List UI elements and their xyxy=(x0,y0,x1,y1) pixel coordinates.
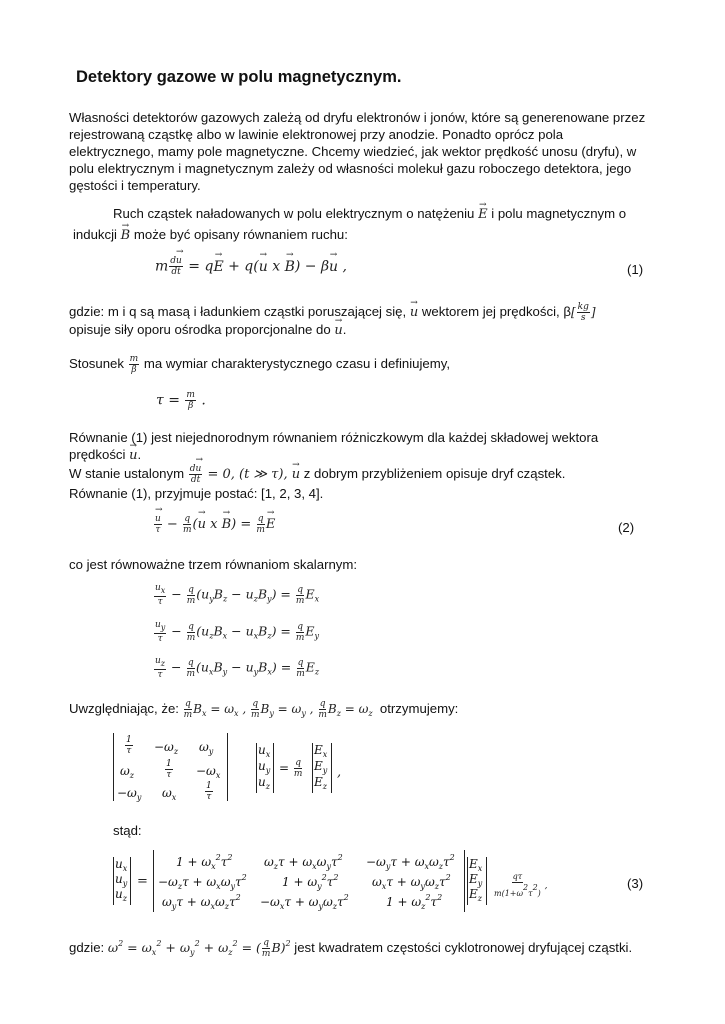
equation-1: m $\frac{d\to u}{dt}$ = q→ E + q(→ u x → B) − β→ u , xyxy=(155,256,347,277)
paragraph-cyclotron xyxy=(69,935,632,961)
text-span: wektorem jej prędkości, β xyxy=(421,304,571,319)
text-line: Równanie (1) jest niejednorodnym równaniem różniczkowym dla każdej składowej wektora xyxy=(69,430,599,445)
scalar-equation-y: $\frac{uy}{\tau}$ − $\frac{q}{m}$ $(u_zB_x - u_xB_z)$ = $\frac{q}{m}$ $E_y$ xyxy=(155,620,320,644)
equation-number: (1) xyxy=(627,262,644,277)
page-title: Detektory gazowe w polu magnetycznym. xyxy=(76,68,402,86)
vector-u-symbol: → u xyxy=(410,305,418,320)
paragraph-where xyxy=(69,302,596,323)
vector-u-symbol: → u xyxy=(334,323,342,338)
equation-number: (3) xyxy=(627,876,644,891)
text-line: elektrycznego, mamy pole magnetyczne. Chcemy wiedzieć, jak wektor prędkość unosu (dryfu), w xyxy=(69,144,637,159)
paragraph-steady-state xyxy=(69,464,565,485)
paragraph-intro xyxy=(69,109,645,194)
text-line: prędkości → u. xyxy=(69,446,598,464)
text-span: prędkości xyxy=(69,447,126,462)
paragraph-where-line2 xyxy=(69,321,346,339)
vector-u-symbol: → u xyxy=(129,448,137,463)
vector-E-symbol: → E xyxy=(478,207,488,222)
paragraph-substitution xyxy=(69,699,458,722)
text-span: . xyxy=(342,322,347,337)
text-span: gdzie: xyxy=(69,940,105,955)
text-span: i polu magnetycznym o xyxy=(491,206,627,221)
text-span: gdzie: m i q są masą i ładunkiem cząstki poruszającej się, xyxy=(69,304,407,319)
vector-u-column: $u_x$ $u_y$ $u_z$ xyxy=(256,743,274,793)
matrix-A: $\frac{1}{\tau}$ $-\omega_z$ $\omega_y$ $\omega_z$ $\frac{1}{\tau}$ $-\omega_x$ $-\omega_y$ $\omega_x$ $\frac{1}{\tau}$ xyxy=(113,733,228,801)
vector-u-column: $u_x$ $u_y$ $u_z$ xyxy=(113,857,131,905)
text-span: Stosunek xyxy=(69,356,124,371)
paragraph-ratio xyxy=(69,354,450,375)
text-span: otrzymujemy: xyxy=(379,701,459,716)
vector-E-column: $E_x$ $E_y$ $E_z$ xyxy=(312,743,332,793)
text-line: Równanie (1), przyjmuje postać: [1, 2, 3, 4]. xyxy=(69,486,324,501)
text-line: gęstości i temperatury. xyxy=(69,178,201,193)
text-line: rejestrowaną cząstkę albo w lawinie elektronowej przy anodzie. Ponadto oprócz pola xyxy=(69,127,564,142)
text-span: indukcji xyxy=(73,227,117,242)
omega-squared-equation: $\omega^2 = \omega_x^2 + \omega_y^2 + \omega_z^2$ = ( $\frac{q}{m}$ B)$^2$ xyxy=(107,938,291,959)
prefactor: $\frac{q\tau}{m(1+\omega 2\tau 2)}$ , xyxy=(494,872,548,898)
text-span: może być opisany równaniem ruchu: xyxy=(133,227,348,242)
vector-E-column: $E_x$ $E_y$ $E_z$ xyxy=(467,857,487,905)
vector-B-symbol: → B xyxy=(121,228,131,243)
text-stad: stąd: xyxy=(113,823,142,838)
text-span: W stanie ustalonym xyxy=(69,466,185,481)
paragraph-motion xyxy=(113,205,626,223)
text-span: jest kwadratem częstości cyklotronowej dryfującej cząstki. xyxy=(294,940,633,955)
paragraph-scalar: co jest równoważne trzem równaniom skalarnym: xyxy=(69,557,358,572)
equals-q-over-m: = $\frac{q}{m}$ xyxy=(279,758,303,779)
unit-bracket: [ $\frac{kg}{s}$ ] xyxy=(570,302,596,323)
text-span: z dobrym przybliżeniem opisuje dryf cząstek. xyxy=(303,466,566,481)
text-span: Ruch cząstek naładowanych w polu elektrycznym o natężeniu xyxy=(113,206,475,221)
scalar-equation-x: $\frac{ux}{\tau}$ − $\frac{q}{m}$ $(u_yB_z - u_zB_y)$ = $\frac{q}{m}$ $E_x$ xyxy=(155,583,320,607)
equation-number: (2) xyxy=(618,520,635,535)
text-span: ma wymiar charakterystycznego czasu i definiujemy, xyxy=(143,356,450,371)
ratio-symbol: $\frac{m}{\beta}$ xyxy=(129,354,139,375)
text-span: Uwzględniając, że: xyxy=(69,701,179,716)
text-span: opisuje siły oporu ośrodka proporcjonalne do xyxy=(69,322,331,337)
omega-definitions: $\frac{q}{m}$ $B_x = \omega_x$ , $\frac{q}{m}$ $B_y = \omega_y$ , $\frac{q}{m}$ $B_z = \omega_z$ xyxy=(183,699,373,720)
equals-sign: = xyxy=(137,874,148,889)
equation-tau: τ = $\frac{m}{\beta}$ . xyxy=(156,390,206,411)
paragraph-motion-line2 xyxy=(73,226,348,244)
scalar-equation-z: $\frac{uz}{\tau}$ − $\frac{q}{m}$ $(u_xB_y - u_yB_x)$ = $\frac{q}{m}$ $E_z$ xyxy=(155,656,320,680)
text-line: Własności detektorów gazowych zależą od dryfu elektronów i jonów, które są generenowane przez xyxy=(69,110,646,125)
paragraph-equation-type xyxy=(69,429,598,464)
text-line: polu elektrycznym i magnetycznym zależy od własności molekuł gazu roboczego detektora, jego xyxy=(69,161,632,176)
matrix-solution: $1 + \omega_x^2\tau^2$ $\omega_z\tau + \omega_x\omega_y\tau^2$ $-\omega_y\tau + \omega_x\omega_z\tau^2$ $-\omega_z\tau + \omega_x\omega_y\tau^2$ $1 + \omega_y^2\tau^2$ $\omega_x\tau + \omega_y\omega_z\tau^2$ $\omega_y\tau + \omega_x\omega_z\tau^2$ $-\omega_x\tau + \omega_y\omega_z\tau^2$ $1 + \omega_z^2\tau^2$ xyxy=(153,850,465,912)
steady-state-condition: $\frac{d\to u}{dt}$ = 0, (t ≫ τ), → u xyxy=(188,467,300,482)
equation-2: → $\frac{u}{\tau}$ − $\frac{q}{m}$ (→ u x → B) = $\frac{q}{m}$ → E xyxy=(153,514,275,535)
comma: , xyxy=(337,765,342,780)
